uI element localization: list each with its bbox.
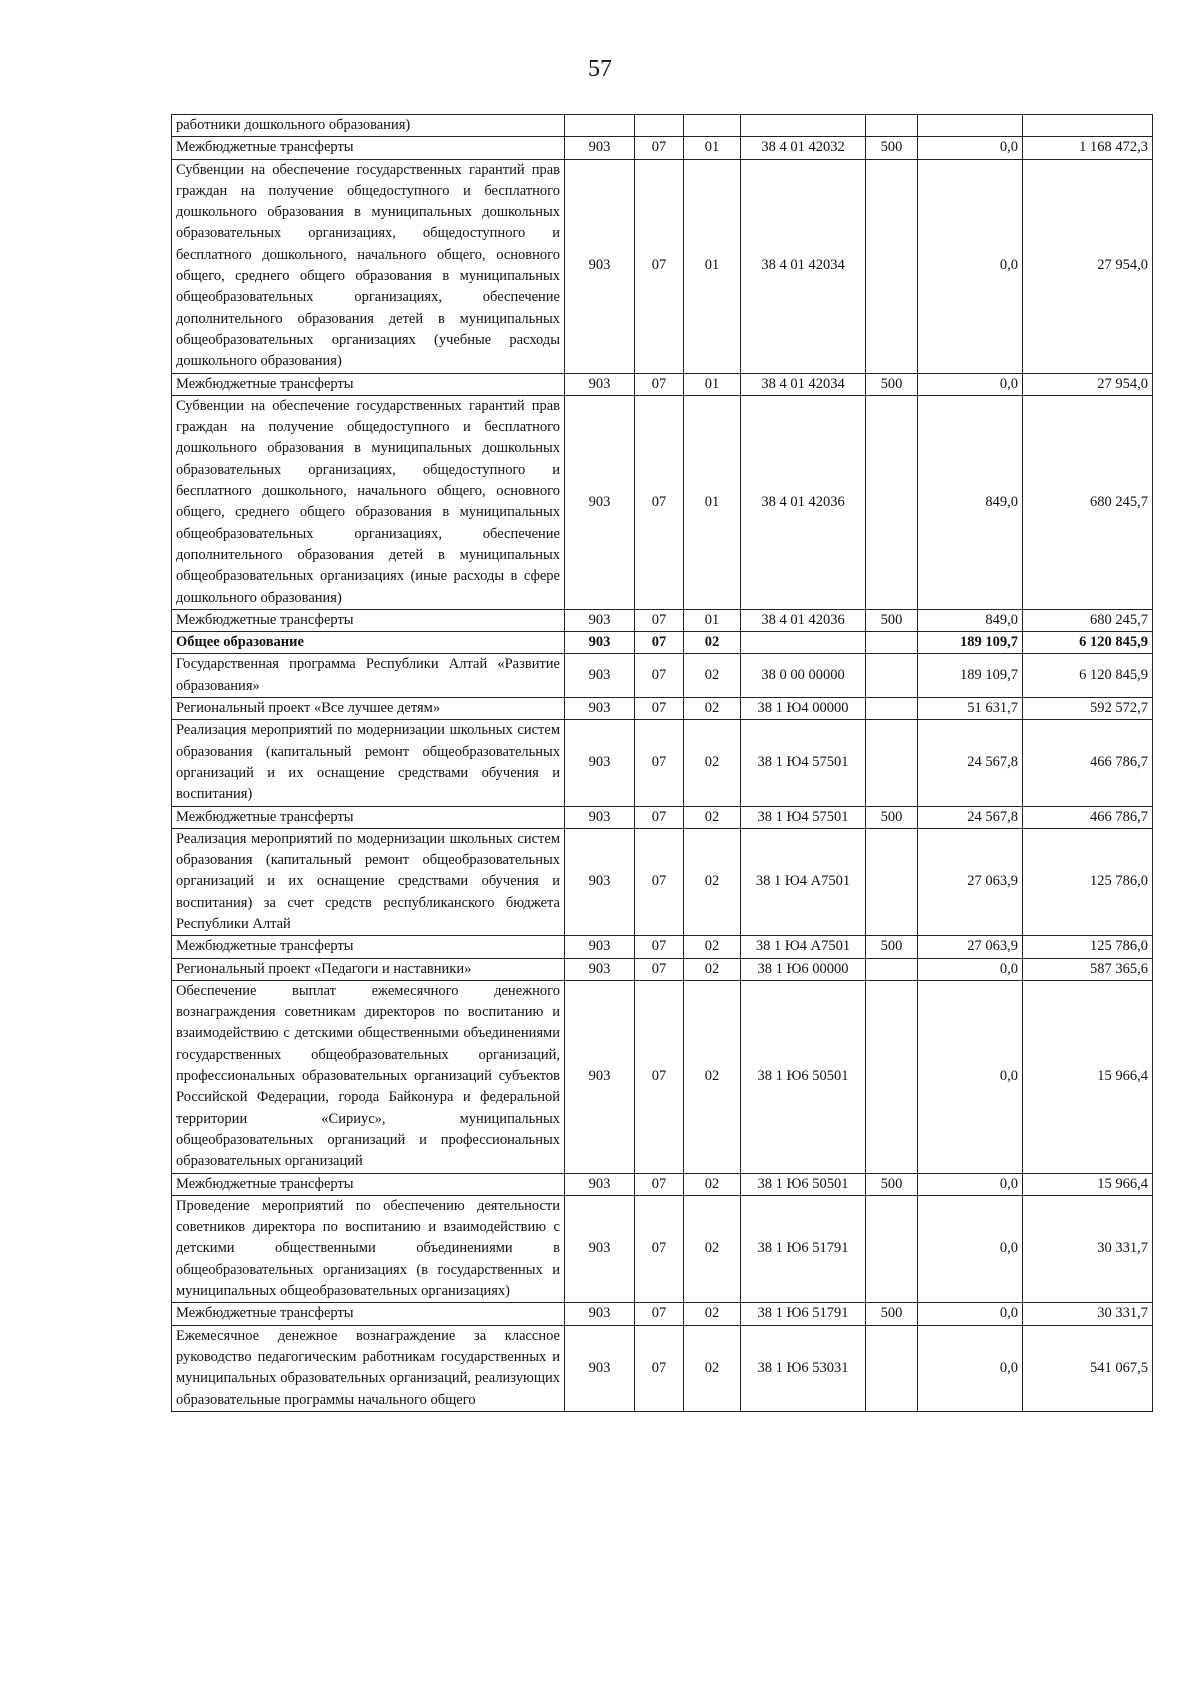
cell-amount-2: 680 245,7 [1023, 609, 1153, 631]
table-row [172, 958, 1153, 980]
cell-target-article: 38 1 Ю4 00000 [741, 698, 866, 720]
cell-amount-1: 0,0 [918, 980, 1023, 1173]
cell-admin-code: 903 [565, 395, 635, 609]
cell-name: работники дошкольного образования) [172, 115, 565, 137]
cell-amount-2: 1 168 472,3 [1023, 137, 1153, 159]
cell-name: Межбюджетные трансферты [172, 373, 565, 395]
cell-name: Региональный проект «Все лучшее детям» [172, 698, 565, 720]
cell-amount-1: 849,0 [918, 609, 1023, 631]
cell-name: Межбюджетные трансферты [172, 1173, 565, 1195]
cell-target-article [741, 632, 866, 654]
table-row [172, 980, 1153, 1173]
cell-admin-code: 903 [565, 1173, 635, 1195]
cell-subsection: 02 [684, 1303, 741, 1325]
cell-amount-2: 541 067,5 [1023, 1325, 1153, 1411]
cell-subsection: 02 [684, 632, 741, 654]
cell-name: Межбюджетные трансферты [172, 936, 565, 958]
cell-admin-code: 903 [565, 137, 635, 159]
cell-amount-2: 6 120 845,9 [1023, 654, 1153, 698]
cell-section: 07 [635, 395, 684, 609]
cell-name: Субвенции на обеспечение государственных гарантий прав граждан на получение общедоступного и бесплатного дошкольного образования в муниципальных дошкольных образовательных организациях, общедоступного и бесплатного дошкольного, начального общего, основного общего, среднего общего образования в муниципальных общеобразовательных организациях, обеспечение дополнительного образования детей в муниципальных общеобразовательных организациях (учебные расходы дошкольного образования) [172, 159, 565, 373]
cell-section: 07 [635, 936, 684, 958]
cell-section: 07 [635, 1173, 684, 1195]
cell-section: 07 [635, 980, 684, 1173]
cell-amount-1: 27 063,9 [918, 936, 1023, 958]
cell-subsection: 02 [684, 958, 741, 980]
cell-amount-1: 189 109,7 [918, 654, 1023, 698]
cell-subsection: 02 [684, 1173, 741, 1195]
cell-target-article: 38 4 01 42032 [741, 137, 866, 159]
table-row [172, 373, 1153, 395]
cell-name: Обеспечение выплат ежемесячного денежного вознаграждения советникам директоров по воспитанию и взаимодействию с детскими общественными объединениями государственных общеобразовательных организаций, профессиональных образовательных организаций субъектов Российской Федерации, города Байконура и федеральной территории «Сириус», муниципальных общеобразовательных организаций и профессиональных образовательных организаций [172, 980, 565, 1173]
cell-amount-1: 0,0 [918, 137, 1023, 159]
cell-expense-type [866, 395, 918, 609]
cell-subsection: 02 [684, 1195, 741, 1302]
cell-subsection: 02 [684, 828, 741, 935]
cell-target-article: 38 1 Ю6 51791 [741, 1303, 866, 1325]
cell-name: Общее образование [172, 632, 565, 654]
table-row [172, 159, 1153, 373]
cell-target-article: 38 4 01 42034 [741, 373, 866, 395]
page-number: 57 [588, 56, 612, 82]
cell-target-article: 38 1 Ю4 57501 [741, 806, 866, 828]
cell-admin-code: 903 [565, 1325, 635, 1411]
cell-target-article [741, 115, 866, 137]
cell-expense-type: 500 [866, 373, 918, 395]
cell-section: 07 [635, 1325, 684, 1411]
cell-target-article: 38 4 01 42034 [741, 159, 866, 373]
cell-section: 07 [635, 698, 684, 720]
cell-name: Межбюджетные трансферты [172, 1303, 565, 1325]
cell-admin-code: 903 [565, 609, 635, 631]
cell-expense-type [866, 1325, 918, 1411]
cell-subsection: 01 [684, 137, 741, 159]
cell-subsection: 01 [684, 609, 741, 631]
cell-amount-1: 0,0 [918, 1195, 1023, 1302]
cell-section: 07 [635, 159, 684, 373]
cell-expense-type: 500 [866, 137, 918, 159]
cell-target-article: 38 1 Ю6 00000 [741, 958, 866, 980]
cell-expense-type [866, 958, 918, 980]
cell-name: Субвенции на обеспечение государственных гарантий прав граждан на получение общедоступного и бесплатного дошкольного образования в муниципальных дошкольных образовательных организациях, общедоступного и бесплатного дошкольного, начального общего, основного общего, среднего общего образования в муниципальных общеобразовательных организациях, обеспечение дополнительного образования детей в муниципальных общеобразовательных организациях (иные расходы в сфере дошкольного образования) [172, 395, 565, 609]
cell-name: Межбюджетные трансферты [172, 609, 565, 631]
cell-target-article: 38 1 Ю6 53031 [741, 1325, 866, 1411]
table-row [172, 1195, 1153, 1302]
cell-target-article: 38 1 Ю6 51791 [741, 1195, 866, 1302]
cell-section: 07 [635, 373, 684, 395]
cell-admin-code: 903 [565, 806, 635, 828]
cell-amount-2: 466 786,7 [1023, 806, 1153, 828]
cell-target-article: 38 1 Ю6 50501 [741, 1173, 866, 1195]
table-row [172, 1303, 1153, 1325]
cell-admin-code: 903 [565, 980, 635, 1173]
table-row [172, 936, 1153, 958]
cell-amount-2: 592 572,7 [1023, 698, 1153, 720]
cell-expense-type [866, 1195, 918, 1302]
cell-section: 07 [635, 1303, 684, 1325]
cell-expense-type: 500 [866, 806, 918, 828]
cell-target-article: 38 1 Ю4 57501 [741, 720, 866, 806]
table-body [172, 115, 1153, 1412]
cell-subsection: 02 [684, 654, 741, 698]
cell-amount-1: 189 109,7 [918, 632, 1023, 654]
cell-expense-type [866, 159, 918, 373]
cell-section: 07 [635, 828, 684, 935]
cell-amount-2: 587 365,6 [1023, 958, 1153, 980]
cell-admin-code: 903 [565, 654, 635, 698]
cell-name: Межбюджетные трансферты [172, 806, 565, 828]
cell-admin-code: 903 [565, 958, 635, 980]
cell-section [635, 115, 684, 137]
cell-expense-type: 500 [866, 609, 918, 631]
cell-name: Межбюджетные трансферты [172, 137, 565, 159]
cell-amount-2: 30 331,7 [1023, 1195, 1153, 1302]
cell-admin-code: 903 [565, 698, 635, 720]
cell-subsection: 01 [684, 159, 741, 373]
cell-amount-1: 27 063,9 [918, 828, 1023, 935]
cell-subsection: 02 [684, 936, 741, 958]
cell-expense-type: 500 [866, 1303, 918, 1325]
cell-amount-1: 0,0 [918, 1173, 1023, 1195]
cell-target-article: 38 1 Ю6 50501 [741, 980, 866, 1173]
cell-admin-code: 903 [565, 1195, 635, 1302]
cell-name: Реализация мероприятий по модернизации школьных систем образования (капитальный ремонт общеобразовательных организаций и их оснащение средствами обучения и воспитания) [172, 720, 565, 806]
table-row [172, 720, 1153, 806]
cell-amount-2: 680 245,7 [1023, 395, 1153, 609]
cell-admin-code: 903 [565, 828, 635, 935]
cell-amount-1: 51 631,7 [918, 698, 1023, 720]
cell-subsection: 02 [684, 1325, 741, 1411]
cell-target-article: 38 1 Ю4 А7501 [741, 828, 866, 935]
cell-subsection: 02 [684, 720, 741, 806]
cell-amount-2: 30 331,7 [1023, 1303, 1153, 1325]
table-row [172, 828, 1153, 935]
cell-expense-type [866, 632, 918, 654]
cell-section: 07 [635, 654, 684, 698]
table-row [172, 654, 1153, 698]
cell-admin-code: 903 [565, 936, 635, 958]
cell-amount-2: 27 954,0 [1023, 373, 1153, 395]
cell-subsection: 01 [684, 373, 741, 395]
cell-admin-code [565, 115, 635, 137]
table-row [172, 609, 1153, 631]
cell-section: 07 [635, 720, 684, 806]
cell-section: 07 [635, 958, 684, 980]
cell-amount-1: 24 567,8 [918, 806, 1023, 828]
cell-target-article: 38 4 01 42036 [741, 609, 866, 631]
cell-amount-2: 15 966,4 [1023, 980, 1153, 1173]
cell-expense-type [866, 698, 918, 720]
cell-amount-2: 6 120 845,9 [1023, 632, 1153, 654]
table-row [172, 698, 1153, 720]
cell-name: Региональный проект «Педагоги и наставники» [172, 958, 565, 980]
cell-amount-2: 27 954,0 [1023, 159, 1153, 373]
cell-name: Проведение мероприятий по обеспечению деятельности советников директора по воспитанию и взаимодействию с детскими общественными объединениями в общеобразовательных организациях (в государственных и муниципальных общеобразовательных организациях) [172, 1195, 565, 1302]
cell-admin-code: 903 [565, 632, 635, 654]
cell-amount-2: 15 966,4 [1023, 1173, 1153, 1195]
cell-section: 07 [635, 1195, 684, 1302]
cell-subsection: 01 [684, 395, 741, 609]
cell-name: Реализация мероприятий по модернизации школьных систем образования (капитальный ремонт общеобразовательных организаций и их оснащение средствами обучения и воспитания) за счет средств республиканского бюджета Республики Алтай [172, 828, 565, 935]
cell-expense-type: 500 [866, 936, 918, 958]
cell-amount-1: 24 567,8 [918, 720, 1023, 806]
cell-amount-2: 466 786,7 [1023, 720, 1153, 806]
cell-section: 07 [635, 632, 684, 654]
cell-section: 07 [635, 609, 684, 631]
cell-target-article: 38 4 01 42036 [741, 395, 866, 609]
cell-expense-type [866, 720, 918, 806]
table-row [172, 806, 1153, 828]
cell-expense-type [866, 980, 918, 1173]
cell-amount-1: 849,0 [918, 395, 1023, 609]
cell-expense-type: 500 [866, 1173, 918, 1195]
cell-expense-type [866, 115, 918, 137]
table-row [172, 395, 1153, 609]
cell-amount-1 [918, 115, 1023, 137]
table-row [172, 632, 1153, 654]
cell-amount-1: 0,0 [918, 159, 1023, 373]
cell-subsection: 02 [684, 806, 741, 828]
cell-expense-type [866, 828, 918, 935]
cell-amount-1: 0,0 [918, 1303, 1023, 1325]
cell-amount-1: 0,0 [918, 1325, 1023, 1411]
cell-target-article: 38 0 00 00000 [741, 654, 866, 698]
cell-admin-code: 903 [565, 159, 635, 373]
cell-section: 07 [635, 806, 684, 828]
cell-expense-type [866, 654, 918, 698]
cell-admin-code: 903 [565, 373, 635, 395]
cell-name: Ежемесячное денежное вознаграждение за классное руководство педагогическим работникам государственных и муниципальных образовательных организаций, реализующих образовательные программы начального общего [172, 1325, 565, 1411]
cell-section: 07 [635, 137, 684, 159]
table-row [172, 1173, 1153, 1195]
cell-amount-2: 125 786,0 [1023, 828, 1153, 935]
cell-amount-2: 125 786,0 [1023, 936, 1153, 958]
budget-table [171, 114, 1153, 1412]
cell-admin-code: 903 [565, 1303, 635, 1325]
cell-amount-1: 0,0 [918, 373, 1023, 395]
cell-subsection [684, 115, 741, 137]
cell-target-article: 38 1 Ю4 А7501 [741, 936, 866, 958]
table-row [172, 137, 1153, 159]
cell-admin-code: 903 [565, 720, 635, 806]
cell-subsection: 02 [684, 980, 741, 1173]
table-row [172, 1325, 1153, 1411]
table-row [172, 115, 1153, 137]
cell-subsection: 02 [684, 698, 741, 720]
cell-name: Государственная программа Республики Алтай «Развитие образования» [172, 654, 565, 698]
cell-amount-2 [1023, 115, 1153, 137]
cell-amount-1: 0,0 [918, 958, 1023, 980]
